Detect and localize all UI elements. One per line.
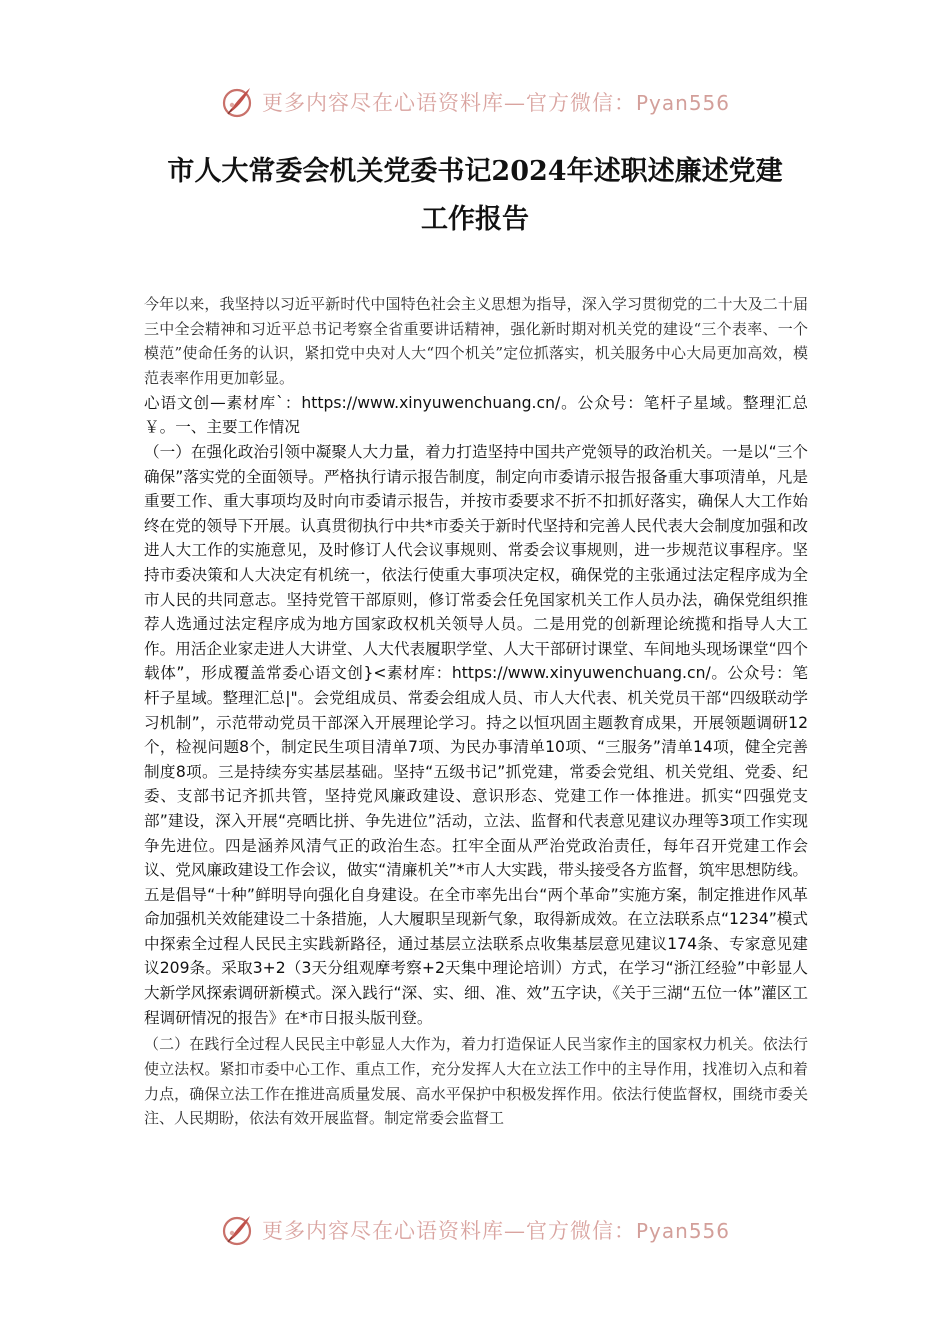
source-note-paragraph: 心语文创—素材库`：https://www.xinyuwenchuang.cn/。公众号：笔杆子星域。整理汇总￥。一、主要工作情况	[144, 393, 808, 437]
watermark-label: 更多内容尽在心语资料库—官方微信：	[261, 1219, 636, 1243]
watermark-text	[262, 1215, 730, 1245]
watermark-label: 更多内容尽在心语资料库—官方微信：	[261, 91, 636, 115]
footer-watermark-banner	[0, 1208, 950, 1252]
header-watermark-banner	[0, 80, 950, 124]
quill-ink-logo-icon	[220, 1213, 254, 1247]
document-body	[144, 292, 808, 1131]
section-1-paragraph: （一）在强化政治引领中凝聚人大力量，着力打造坚持中国共产党领导的政治机关。一是以“三个确保”落实党的全面领导。严格执行请示报告制度，制定向市委请示报告报备重大事项清单，凡是重要工作、重大事项均及时向市委请示报告，并按市委要求不折不扣抓好落实，确保人大工作始终在党的领导下开展。认真贯彻执行中共*市委关于新时代坚持和完善人民代表大会制度加强和改进人大工作的实施意见，及时修订人代会议事规则、常委会议事规则，进一步规范议事程序。坚持市委决策和人大决定有机统一，依法行使重大事项决定权，确保党的主张通过法定程序成为全市人民的共同意志。坚持党管干部原则，修订常委会任免国家机关工作人员办法，确保党组织推荐人选通过法定程序成为地方国家政权机关领导人员。二是用党的创新理论统揽和指导人大工作。用活企业家走进人大讲堂、人大代表履职学堂、人大干部研讨课堂、车间地头现场课堂“四个载体”，形成覆盖常委心语文创}<素材库：https://www.xinyuwenchuang.cn/。公众号：笔杆子星域。整理汇总|"。会党组成员、常委会组成人员、市人大代表、机关党员干部“四级联动学习机制”，示范带动党员干部深入开展理论学习。持之以恒巩固主题教育成果，开展领题调研12个，检视问题8个，制定民生项目清单7项、为民办事清单10项、“三服务”清单14项，健全完善制度8项。三是持续夯实基层基础。坚持“五级书记”抓党建，常委会党组、机关党组、党委、纪委、支部书记齐抓共管，坚持党风廉政建设、意识形态、党建工作一体推进。抓实“四强党支部”建设，深入开展“亮晒比拼、争先进位”活动，立法、监督和代表意见建议办理等3项工作实现争先进位。四是涵养风清气正的政治生态。扛牢全面从严治党政治责任，每年召开党建工作会议、党风廉政建设工作会议，做实“清廉机关”*市人大实践，带头接受各方监督，筑牢思想防线。五是倡导“十种”鲜明导向强化自身建设。在全市率先出台“两个革命”实施方案，制定推进作风革命加强机关效能建设二十条措施，人大履职呈现新气象，取得新成效。在立法联系点“1234”模式中探索全过程人民民主实践新路径，通过基层立法联系点收集基层意见建议174条、专家意见建议209条。采取3+2（3天分组观摩考察+2天集中理论培训）方式，在学习“浙江经验”中彰显人大新学风探索调研新模式。深入践行“深、实、细、准、效”五字诀，《关于三湖“五位一体”灌区工程调研情况的报告》在*市日报头版刊登。	[144, 443, 808, 1027]
watermark-wechat-id: Pyan556	[635, 91, 730, 115]
intro-paragraph: 今年以来，我坚持以习近平新时代中国特色社会主义思想为指导，深入学习贯彻党的二十大及二十届三中全会精神和习近平总书记考察全省重要讲话精神，强化新时期对机关党的建设“三个表率、一个模范”使命任务的认识，紧扣党中央对人大“四个机关”定位抓落实，机关服务中心大局更加高效，模范表率作用更加彰显。	[144, 295, 808, 388]
watermark-wechat-id: Pyan556	[635, 1219, 730, 1243]
quill-ink-logo-icon	[220, 85, 254, 119]
document-title-line-1: 市人大常委会机关党委书记2024年述职述廉述党建	[167, 156, 783, 187]
watermark-text	[262, 87, 730, 117]
document-title	[100, 148, 850, 244]
section-2-paragraph: （二）在践行全过程人民民主中彰显人大作为，着力打造保证人民当家作主的国家权力机关。依法行使立法权。紧扣市委中心工作、重点工作，充分发挥人大在立法工作中的主导作用，找准切入点和着力点，确保立法工作在推进高质量发展、高水平保护中积极发挥作用。依法行使监督权，围绕市委关注、人民期盼，依法有效开展监督。制定常委会监督工	[144, 1035, 808, 1128]
document-title-line-2: 工作报告	[421, 204, 529, 235]
